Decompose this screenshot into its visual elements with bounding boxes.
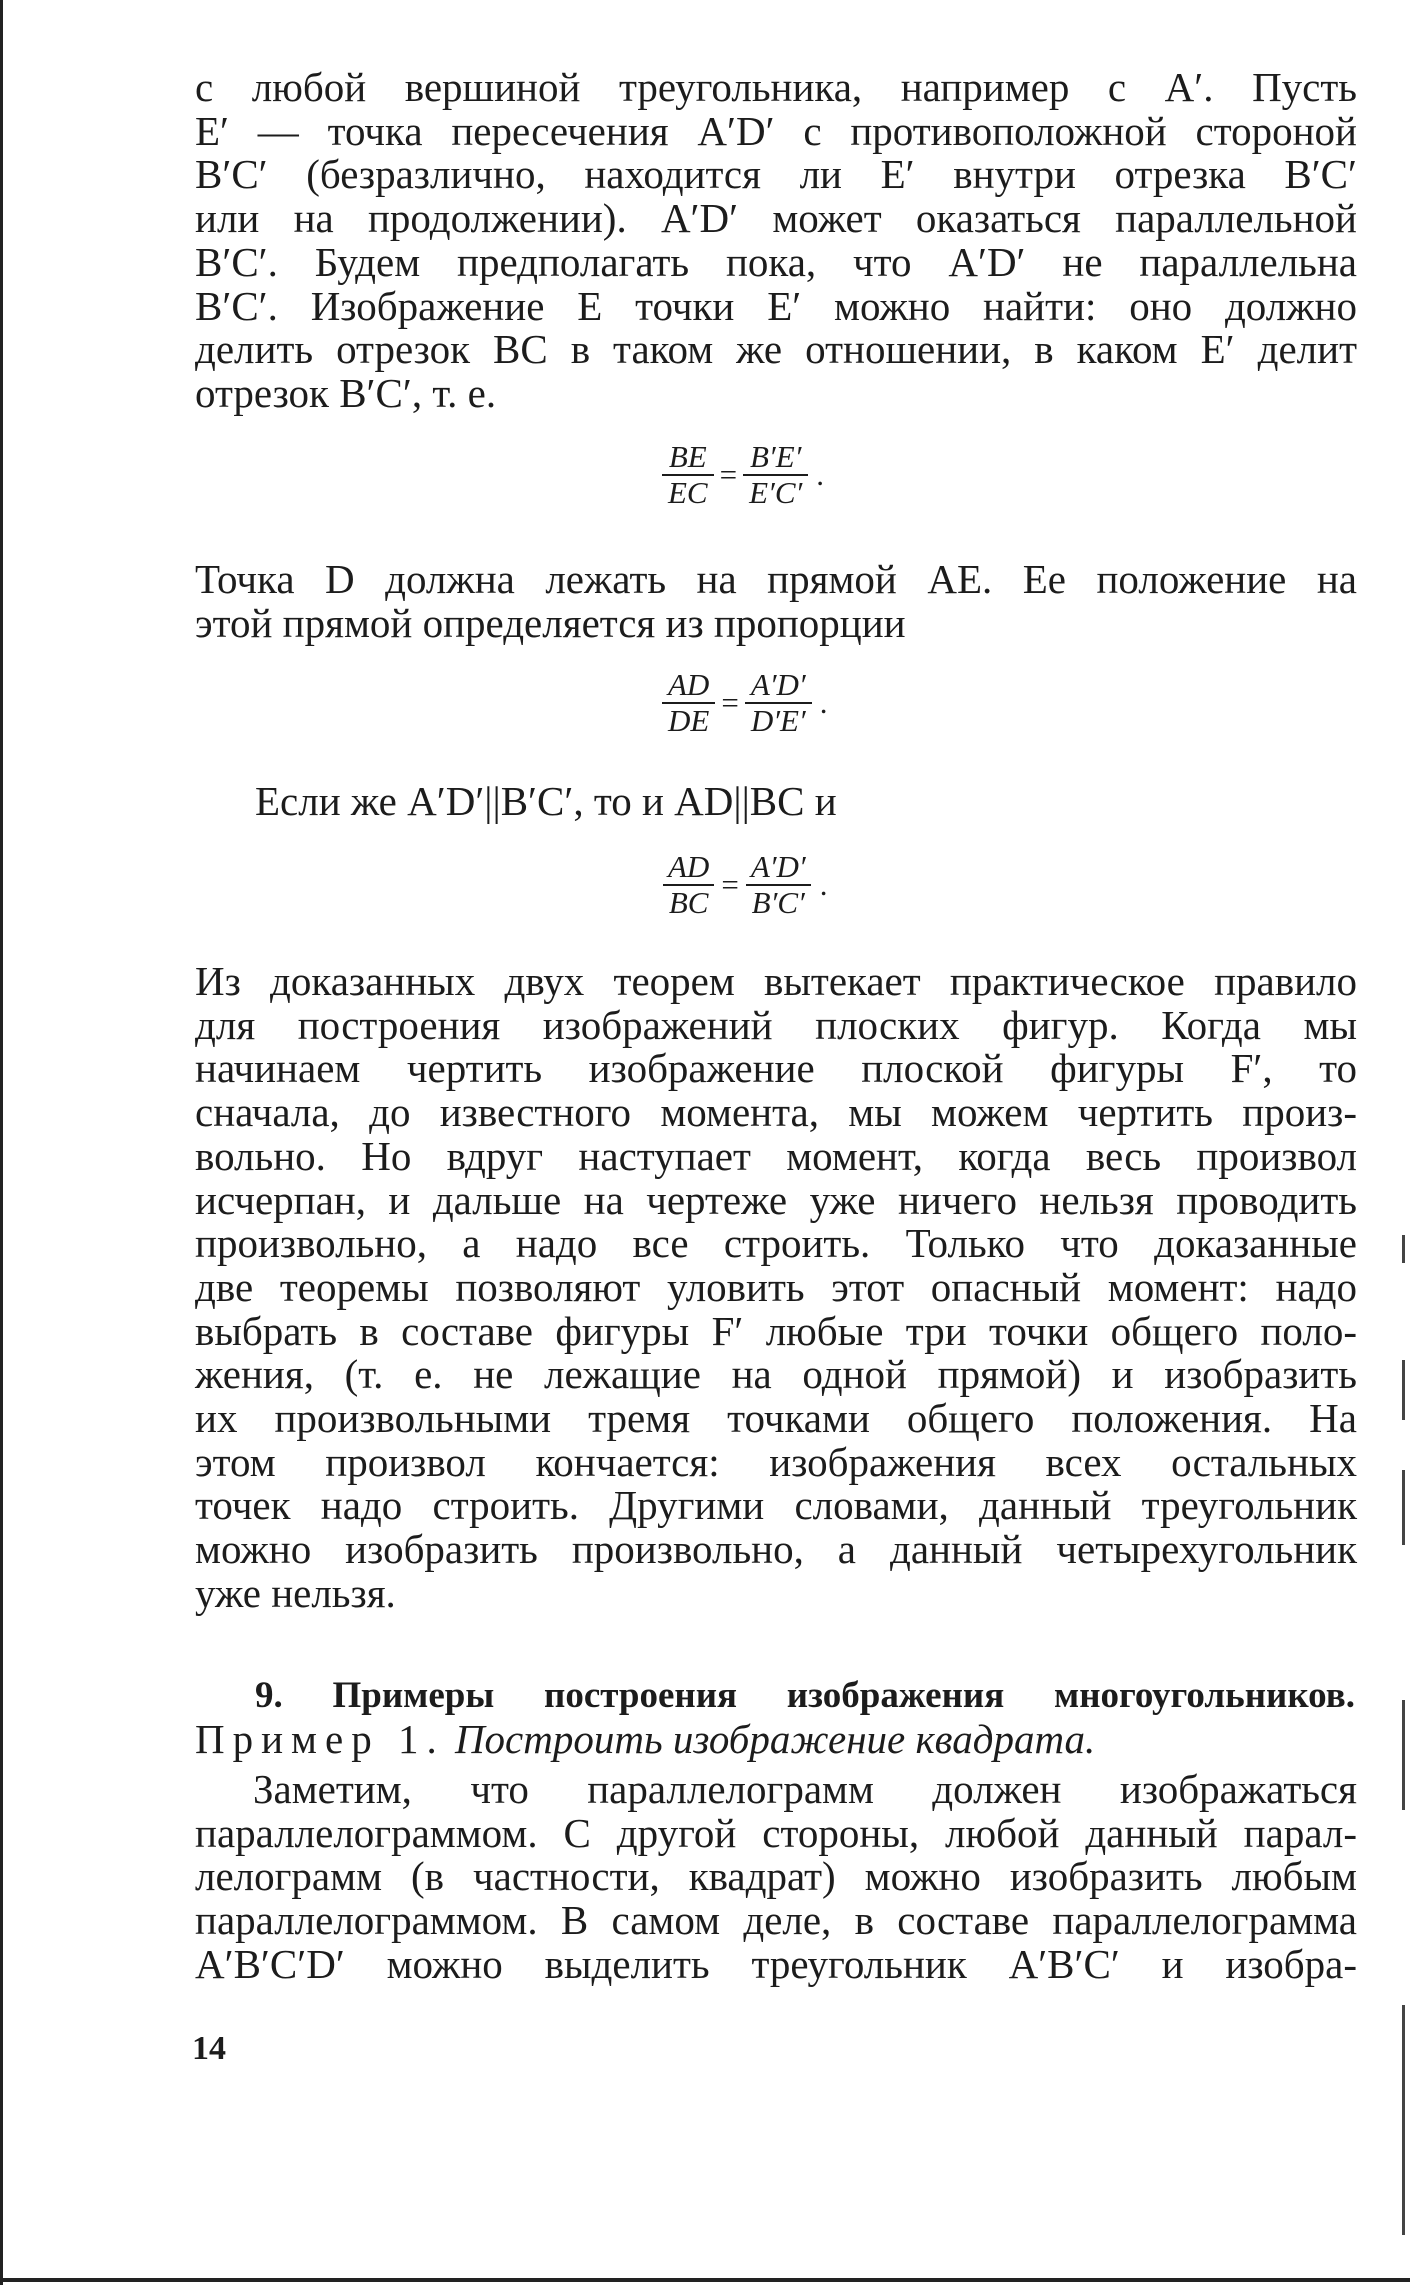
example-task: Построить изображение квадрата.: [454, 1716, 1096, 1762]
text-line: выбрать в составе фигуры F′ любые три точки общего поло-: [195, 1307, 1357, 1354]
example-line: [195, 1718, 1357, 1762]
scan-bottom-edge: [0, 2278, 1410, 2282]
numerator: AD: [668, 849, 710, 884]
denominator: EC: [662, 474, 714, 510]
example-label: Пример 1.: [195, 1716, 445, 1762]
text-line: B′C′. Изображение E точки E′ можно найти: оно должно: [195, 282, 1357, 329]
text-line: для построения изображений плоских фигур. Когда мы: [195, 1001, 1357, 1048]
fraction-right: [743, 440, 808, 510]
text-line: этом произвол кончается: изображения всех остальных: [195, 1438, 1357, 1485]
scan-left-edge: [0, 0, 3, 2285]
numerator: A′D′: [750, 667, 806, 702]
paragraph-2: [195, 558, 1357, 645]
text-line: этой прямой определяется из пропорции: [195, 599, 906, 646]
scan-margin-mark: [1402, 1360, 1405, 1420]
denominator: B′C′: [746, 884, 811, 920]
denominator: BC: [663, 884, 715, 920]
text-line: сначала, до известного момента, мы можем чертить произ-: [195, 1089, 1357, 1136]
text-line: Если же A′D′||B′C′, то и AD||BC и: [255, 778, 837, 824]
formula-period: .: [816, 457, 825, 492]
denominator: D′E′: [745, 702, 812, 738]
text-line: B′C′. Будем предполагать пока, что A′D′ не параллельна: [195, 238, 1357, 285]
scan-margin-mark: [1402, 1700, 1405, 1810]
paragraph-1: [195, 66, 1357, 416]
numerator: BE: [668, 439, 707, 474]
text-line: точек надо строить. Другими словами, данный треугольник: [195, 1482, 1357, 1529]
fraction-left: [662, 440, 714, 510]
text-line: можно изобразить произвольно, а данный четырехугольник: [195, 1526, 1357, 1573]
paragraph-5: [195, 1768, 1357, 1987]
text-line: E′ — точка пересечения A′D′ с противоположной стороной: [195, 107, 1357, 154]
fraction-left: [662, 850, 715, 920]
scan-margin-mark: [1402, 2005, 1405, 2235]
text-line: две теоремы позволяют уловить этот опасный момент: надо: [195, 1263, 1357, 1310]
text-line: исчерпан, и дальше на чертеже уже ничего нельзя проводить: [195, 1176, 1357, 1223]
formula-be-ec: [662, 440, 824, 510]
page-number: 14: [192, 2030, 226, 2067]
fraction-right: [745, 668, 812, 738]
text-line: Заметим, что параллелограмм должен изображаться: [253, 1766, 1357, 1812]
text-line: жения, (т. е. не лежащие на одной прямой) и изобразить: [195, 1351, 1357, 1398]
text-line: уже нельзя.: [195, 1569, 396, 1616]
numerator: B′E′: [749, 439, 802, 474]
formula-ad-bc: [662, 850, 827, 920]
text-line: начинаем чертить изображение плоской фигуры F′, то: [195, 1045, 1357, 1092]
scan-margin-mark: [1402, 1470, 1405, 1545]
numerator: A′D′: [750, 849, 806, 884]
section-title: 9. Примеры построения изображения многоугольников.: [255, 1675, 1355, 1716]
text-line: Точка D должна лежать на прямой AE. Ее положение на: [195, 556, 1357, 602]
text-line: делить отрезок BC в таком же отношении, в каком E′ делит: [195, 326, 1357, 373]
text-line: или на продолжении). A′D′ может оказаться параллельной: [195, 195, 1357, 242]
text-line: с любой вершиной треугольника, например с A′. Пусть: [195, 64, 1357, 110]
text-line: отрезок B′C′, т. е.: [195, 369, 497, 416]
denominator: E′C′: [743, 474, 808, 510]
equals-sign: =: [721, 867, 739, 902]
formula-period: .: [819, 685, 828, 720]
text-line: вольно. Но вдруг наступает момент, когда весь произвол: [195, 1132, 1357, 1179]
denominator: DE: [662, 702, 715, 738]
text-line: произвольно, а надо все строить. Только что доказанные: [195, 1220, 1357, 1267]
text-line: параллелограммом. С другой стороны, любой данный парал-: [195, 1809, 1357, 1856]
section-heading: [255, 1674, 1355, 1718]
fraction-left: [662, 668, 715, 738]
numerator: AD: [668, 667, 710, 702]
text-line: A′B′C′D′ можно выделить треугольник A′B′C′ и изобра-: [195, 1940, 1357, 1987]
paragraph-4: [195, 960, 1357, 1616]
fraction-right: [745, 850, 812, 920]
scan-margin-mark: [1402, 1235, 1405, 1263]
text-line: их произвольными тремя точками общего положения. На: [195, 1395, 1357, 1442]
equals-sign: =: [719, 457, 738, 492]
text-line: лелограмм (в частности, квадрат) можно изобразить любым: [195, 1853, 1357, 1900]
text-line: Из доказанных двух теорем вытекает практическое правило: [195, 958, 1357, 1004]
formula-period: .: [819, 867, 828, 902]
formula-ad-de: [662, 668, 827, 738]
text-line: B′C′ (безразлично, находится ли E′ внутри отрезка B′C′: [195, 151, 1357, 198]
equals-sign: =: [721, 685, 739, 720]
paragraph-3: [255, 780, 1355, 824]
text-line: параллелограммом. В самом деле, в составе параллелограмма: [195, 1897, 1357, 1944]
